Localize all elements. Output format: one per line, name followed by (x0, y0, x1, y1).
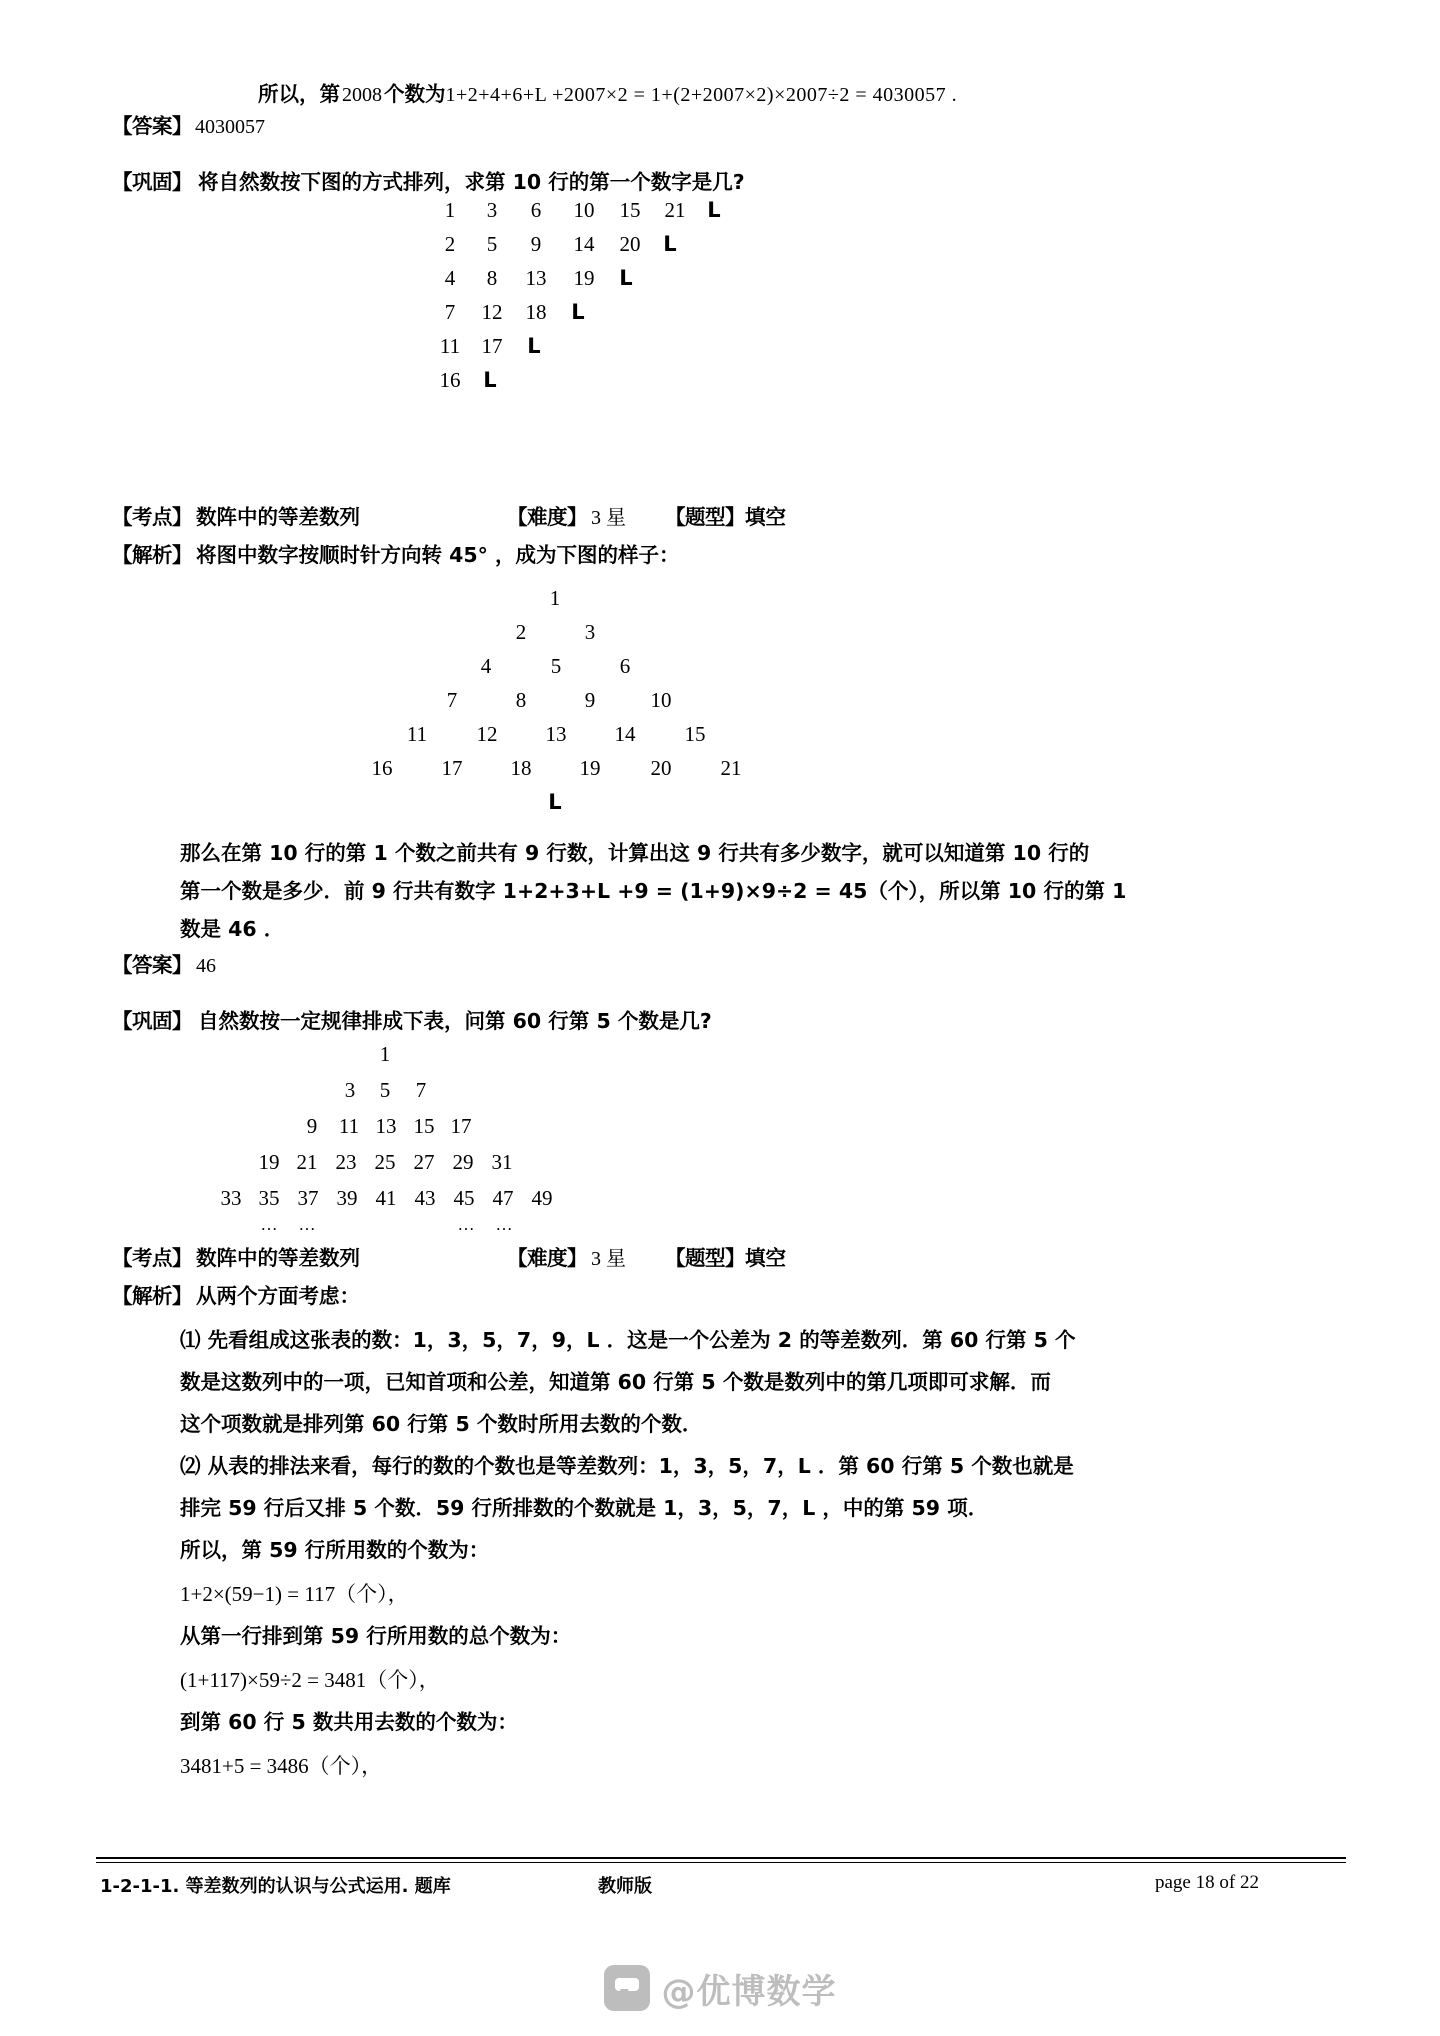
table2-cell: 17 (450, 1114, 472, 1138)
tixing-value: 填空 (745, 505, 786, 529)
array1-cell-ellipsis: L (527, 334, 541, 358)
kaodian-value: 数阵中的等差数列 (196, 505, 360, 529)
explain-p1 (180, 843, 1089, 864)
nandu-tag: 【难度】 (507, 1246, 587, 1270)
step-line (180, 1414, 702, 1435)
array2-cell: 12 (476, 722, 498, 746)
nandu-2 (507, 1248, 626, 1269)
array2-cell: 8 (515, 688, 527, 712)
array1-cell: 11 (439, 334, 461, 358)
table2-dots: … (495, 1215, 513, 1234)
array2-cell: 19 (579, 756, 601, 780)
jiexi-line-2 (112, 1286, 360, 1307)
problem1-tag: 【巩固】 (112, 170, 192, 194)
array1-cell-ellipsis: L (571, 300, 585, 324)
nandu-value: 3 星 (591, 1248, 626, 1270)
table2-cell: 15 (413, 1114, 435, 1138)
suoyi-expr: 1+2+4+6+L +2007×2 = 1+(2+2007×2)×2007÷2 = 4030057 . (445, 84, 958, 106)
step-text: 数是这数列中的一项，已知首项和公差，知道第 60 行第 5 个数是数列中的第几项即可求解．而 (180, 1370, 1051, 1394)
array1-cell: 19 (573, 266, 595, 290)
answer-value: 46 (196, 955, 216, 977)
answer-line-1 (112, 116, 265, 137)
array1-cell-ellipsis: L (483, 368, 497, 392)
step-line (180, 1498, 988, 1519)
step-line (180, 1670, 440, 1691)
array1-cell: 17 (481, 334, 503, 358)
array2-cell: 6 (619, 654, 631, 678)
table2-cell: 37 (297, 1186, 319, 1210)
table2-cell: 11 (338, 1114, 360, 1138)
nandu-1 (507, 507, 626, 528)
array1-cell: 3 (486, 198, 498, 222)
jiexi-lead: 从两个方面考虑： (196, 1284, 360, 1308)
kaodian-tag: 【考点】 (112, 1246, 192, 1270)
table2-cell: 41 (375, 1186, 397, 1210)
explain-p3 (180, 919, 284, 940)
footer-left: 1-2-1-1. 等差数列的认识与公式运用. 题库 (100, 1876, 451, 1897)
array2-cell: 1 (549, 586, 561, 610)
footer-center: 教师版 (598, 1876, 652, 1897)
array2-cell: 5 (550, 654, 562, 678)
jiexi-tag: 【解析】 (112, 543, 192, 567)
footer-divider-thin (96, 1862, 1346, 1863)
nandu-value: 3 星 (591, 507, 626, 529)
array1-cell-ellipsis: L (707, 198, 721, 222)
footer-divider (96, 1857, 1346, 1859)
step-text: 从第一行排到第 59 行所用数的总个数为： (180, 1624, 572, 1648)
step-line (180, 1756, 382, 1777)
array2-cell: 2 (515, 620, 527, 644)
array1-cell: 5 (486, 232, 498, 256)
table2-cell: 9 (306, 1114, 318, 1138)
table2-cell: 39 (336, 1186, 358, 1210)
problem2-heading (112, 1011, 712, 1032)
table2-cell: 33 (220, 1186, 242, 1210)
array2-cell: 3 (584, 620, 596, 644)
explain-p2-text: 第一个数是多少．前 9 行共有数字 1+2+3+L +9 = (1+9)×9÷2 = 45（个），所以第 10 行的第 1 (180, 879, 1127, 903)
array2-cell-ellipsis: L (548, 790, 562, 814)
step-text: ⑴ 先看组成这张表的数：1，3，5，7，9，L ．这是一个公差为 2 的等差数列．第 60 行第 5 个 (180, 1328, 1076, 1352)
step-text: 3481+5 = 3486（个）， (180, 1754, 383, 1778)
suoyi-mid: 个数为 (384, 82, 446, 106)
table2-cell: 5 (379, 1078, 391, 1102)
array2-cell: 17 (441, 756, 463, 780)
array2-cell: 14 (614, 722, 636, 746)
array2-cell: 18 (510, 756, 532, 780)
explain-p3-text: 数是 46 ． (180, 917, 285, 941)
watermark-handle: @优博数学 (661, 1971, 837, 2012)
array1-cell: 8 (486, 266, 498, 290)
array1-cell: 21 (664, 198, 686, 222)
table2-cell: 13 (375, 1114, 397, 1138)
meta-line-1 (112, 507, 360, 528)
array2-cell: 11 (406, 722, 428, 746)
table2-cell: 7 (415, 1078, 427, 1102)
nandu-tag: 【难度】 (507, 505, 587, 529)
table2-cell: 31 (491, 1150, 513, 1174)
array2-cell: 15 (684, 722, 706, 746)
table2-cell: 3 (344, 1078, 356, 1102)
step-text: 所以，第 59 行所用数的个数为： (180, 1538, 490, 1562)
array2-cell: 10 (650, 688, 672, 712)
array1-cell: 18 (525, 300, 547, 324)
jiexi-line-1 (112, 545, 680, 566)
table2-cell: 43 (414, 1186, 436, 1210)
table2-cell: 49 (531, 1186, 553, 1210)
watermark (0, 1940, 1440, 2036)
answer-value: 4030057 (195, 116, 265, 138)
array2-cell: 4 (480, 654, 492, 678)
table2-cell: 45 (453, 1186, 475, 1210)
step-line (180, 1712, 518, 1733)
table2-cell: 29 (452, 1150, 474, 1174)
table2-cell: 35 (258, 1186, 280, 1210)
jiexi-lead: 将图中数字按顺时针方向转 45° ，成为下图的样子： (196, 543, 680, 567)
step-line (180, 1372, 1051, 1393)
tixing-1 (665, 507, 786, 528)
problem2-text: 自然数按一定规律排成下表，问第 60 行第 5 个数是几? (198, 1009, 712, 1033)
array2-cell: 20 (650, 756, 672, 780)
step-line (180, 1456, 1074, 1477)
table2-cell: 1 (379, 1042, 391, 1066)
kaodian-value: 数阵中的等差数列 (196, 1246, 360, 1270)
array1-cell-ellipsis: L (663, 232, 677, 256)
table2-dots: … (260, 1215, 278, 1234)
table2-cell: 27 (413, 1150, 435, 1174)
table2-cell: 19 (258, 1150, 280, 1174)
answer-tag: 【答案】 (112, 114, 192, 138)
problem1-text: 将自然数按下图的方式排列，求第 10 行的第一个数字是几? (198, 170, 745, 194)
step-line (180, 1584, 409, 1605)
array1-cell: 15 (619, 198, 641, 222)
meta-line-2 (112, 1248, 360, 1269)
array1-cell: 2 (444, 232, 456, 256)
table2-cell: 23 (335, 1150, 357, 1174)
array2-cell: 21 (720, 756, 742, 780)
jiexi-tag: 【解析】 (112, 1284, 192, 1308)
footer-right: page 18 of 22 (1155, 1872, 1259, 1893)
step-text: 到第 60 行 5 数共用去数的个数为： (180, 1710, 518, 1734)
step-text: 排完 59 行后又排 5 个数．59 行所排数的个数就是 1，3，5，7，L ，中的第 59 项． (180, 1496, 989, 1520)
array1-cell: 16 (439, 368, 461, 392)
array2-cell: 9 (584, 688, 596, 712)
step-text: ⑵ 从表的排法来看，每行的数的个数也是等差数列：1，3，5，7，L ．第 60 行第 5 个数也就是 (180, 1454, 1074, 1478)
problem2-tag: 【巩固】 (112, 1009, 192, 1033)
array2-cell: 7 (446, 688, 458, 712)
explain-p1-text: 那么在第 10 行的第 1 个数之前共有 9 行数，计算出这 9 行共有多少数字，就可以知道第 10 行的 (180, 841, 1090, 865)
step-text: (1+117)×59÷2 = 3481（个）， (180, 1668, 440, 1692)
array1-cell: 13 (525, 266, 547, 290)
array1-cell: 20 (619, 232, 641, 256)
step-line (180, 1626, 571, 1647)
table2-dots: … (457, 1215, 475, 1234)
table2-cell: 47 (492, 1186, 514, 1210)
step-line (180, 1330, 1076, 1351)
array1-cell: 7 (444, 300, 456, 324)
answer-line-2 (112, 955, 216, 976)
array2-cell: 16 (371, 756, 393, 780)
array1-cell: 9 (530, 232, 542, 256)
problem1-heading (112, 172, 745, 193)
answer-tag: 【答案】 (112, 953, 192, 977)
explain-p2 (180, 881, 1126, 902)
step-text: 这个项数就是排列第 60 行第 5 个数时所用去数的个数． (180, 1412, 703, 1436)
array1-cell: 10 (573, 198, 595, 222)
array1-cell: 12 (481, 300, 503, 324)
suoyi-prefix: 所以，第 (258, 82, 340, 106)
kaodian-tag: 【考点】 (112, 505, 192, 529)
array1-cell: 14 (573, 232, 595, 256)
tixing-2 (665, 1248, 786, 1269)
tixing-value: 填空 (745, 1246, 786, 1270)
table2-cell: 25 (374, 1150, 396, 1174)
zhihu-logo-icon (604, 1965, 650, 2011)
step-line (180, 1540, 489, 1561)
line-suoyi (258, 84, 957, 105)
table2-dots: … (298, 1215, 316, 1234)
step-text: 1+2×(59−1) = 117（个）， (180, 1582, 409, 1606)
array1-cell-ellipsis: L (619, 266, 633, 290)
suoyi-n1: 2008 (342, 84, 382, 106)
array1-cell: 4 (444, 266, 456, 290)
table2-cell: 21 (296, 1150, 318, 1174)
tixing-tag: 【题型】 (665, 505, 745, 529)
array1-cell: 6 (530, 198, 542, 222)
array1-cell: 1 (444, 198, 456, 222)
tixing-tag: 【题型】 (665, 1246, 745, 1270)
array2-cell: 13 (545, 722, 567, 746)
